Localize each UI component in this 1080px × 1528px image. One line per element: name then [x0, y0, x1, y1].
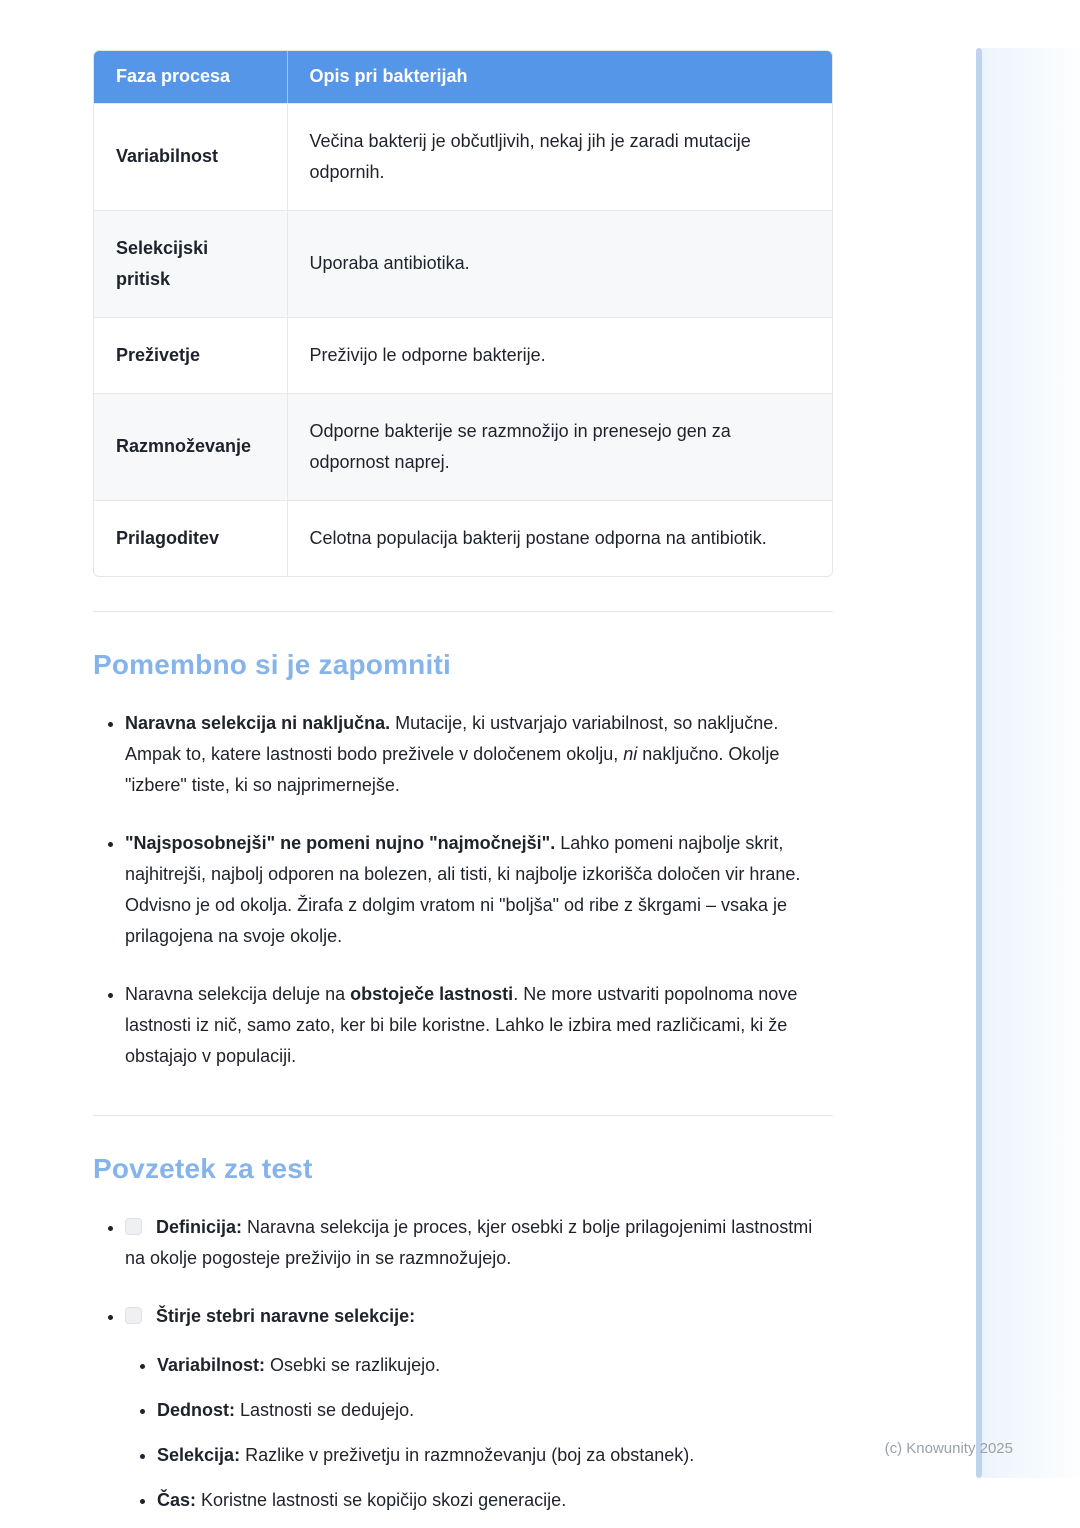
bullet-text: naključno. Okolje "izbere" tiste, ki so najprimernejše. — [125, 743, 780, 795]
table-row — [94, 500, 832, 576]
list-item — [157, 1350, 833, 1381]
table-cell-desc: Večina bakterij je občutljivih, nekaj jih je zaradi mutacije odpornih. — [287, 103, 832, 210]
bullet-text: Razlike v preživetju in razmnoževanju (boj za obstanek). — [240, 1444, 695, 1465]
table-cell-desc: Preživijo le odporne bakterije. — [287, 317, 832, 393]
table-row — [94, 317, 832, 393]
checkbox[interactable] — [125, 1307, 142, 1324]
table-cell-phase: Preživetje — [94, 317, 287, 393]
list-item — [125, 828, 833, 952]
bullet-text: Lastnosti se dedujejo. — [235, 1399, 415, 1420]
bullet-text: Koristne lastnosti se kopičijo skozi generacije. — [196, 1489, 567, 1510]
bullet-bold-text: "Najsposobnejši" ne pomeni nujno "najmočnejši". — [125, 832, 556, 853]
table-header-row — [94, 51, 832, 103]
table-row — [94, 210, 832, 317]
bullet-text: Mutacije, ki ustvarjajo variabilnost, so naključne. Ampak to, katere lastnosti bodo preživele v določenem okolju, — [125, 712, 779, 764]
process-table — [93, 50, 833, 577]
list-item — [157, 1395, 833, 1426]
table-header-phase: Faza procesa — [94, 51, 287, 103]
list-item — [157, 1440, 833, 1471]
table-cell-desc: Uporaba antibiotika. — [287, 210, 832, 317]
section-title-important: Pomembno si je zapomniti — [93, 648, 451, 680]
table-cell-phase: Prilagoditev — [94, 500, 287, 576]
table-row — [94, 103, 832, 210]
bullet-bold-text: Čas: — [157, 1489, 197, 1510]
bullet-text: Naravna selekcija deluje na — [125, 983, 351, 1004]
pillars-list — [125, 1350, 833, 1516]
table-cell-phase: Razmnoževanje — [94, 393, 287, 500]
section-divider — [93, 611, 833, 612]
list-item — [125, 1301, 833, 1516]
scrollbar-thumb[interactable] — [976, 48, 982, 1478]
bullet-text: Lahko pomeni najbolje skrit, najhitrejši, najbolj odporen na bolezen, ali tisti, ki najbolje izkorišča določen vir hrane. Odvisno je od okolja. Žirafa z dolgim vratom ni "boljša" od ribe z škrgami – vsaka je prilagojena na svoje okolje. — [125, 832, 801, 946]
bullet-bold-text: obstoječe lastnosti — [350, 983, 514, 1004]
document-content — [93, 0, 833, 1516]
checkbox[interactable] — [125, 1218, 142, 1235]
bullet-text: . Ne more ustvariti popolnoma nove lastnosti iz nič, samo zato, ker bi bile koristne. Lahko le izbira med različicami, ki že obstajajo v populaciji. — [125, 983, 798, 1066]
list-item — [125, 1212, 833, 1274]
section-title-summary: Povzetek za test — [93, 1152, 313, 1184]
section-divider — [93, 1115, 833, 1116]
table-header-desc: Opis pri bakterijah — [287, 51, 832, 103]
page-edge-panel — [982, 48, 1080, 1478]
table-cell-desc: Celotna populacija bakterij postane odporna na antibiotik. — [287, 500, 832, 576]
bullet-bold-text: Variabilnost: — [157, 1354, 266, 1375]
table-cell-desc: Odporne bakterije se razmnožijo in prenesejo gen za odpornost naprej. — [287, 393, 832, 500]
bullet-bold-text: Selekcija: — [157, 1444, 241, 1465]
list-item — [125, 708, 833, 801]
list-item — [157, 1485, 833, 1516]
bullet-text: Naravna selekcija je proces, kjer osebki z bolje prilagojenimi lastnostmi na okolje pogosteje preživijo in se razmnožujejo. — [125, 1216, 813, 1268]
table-cell-phase: Variabilnost — [94, 103, 287, 210]
bullet-bold-text: Dednost: — [157, 1399, 235, 1420]
summary-list — [93, 1212, 833, 1516]
bullet-text: Osebki se razlikujejo. — [265, 1354, 441, 1375]
table-row — [94, 393, 832, 500]
copyright-text: (c) Knowunity 2025 — [884, 1440, 1013, 1457]
bullet-bold-text: Definicija: — [156, 1216, 243, 1237]
table-cell-phase: Selekcijski pritisk — [94, 210, 287, 317]
important-list — [93, 708, 833, 1072]
bullet-italic-text: ni — [623, 743, 638, 764]
bullet-bold-text: Štirje stebri naravne selekcije: — [156, 1305, 416, 1326]
list-item — [125, 979, 833, 1072]
bullet-bold-text: Naravna selekcija ni naključna. — [125, 712, 391, 733]
